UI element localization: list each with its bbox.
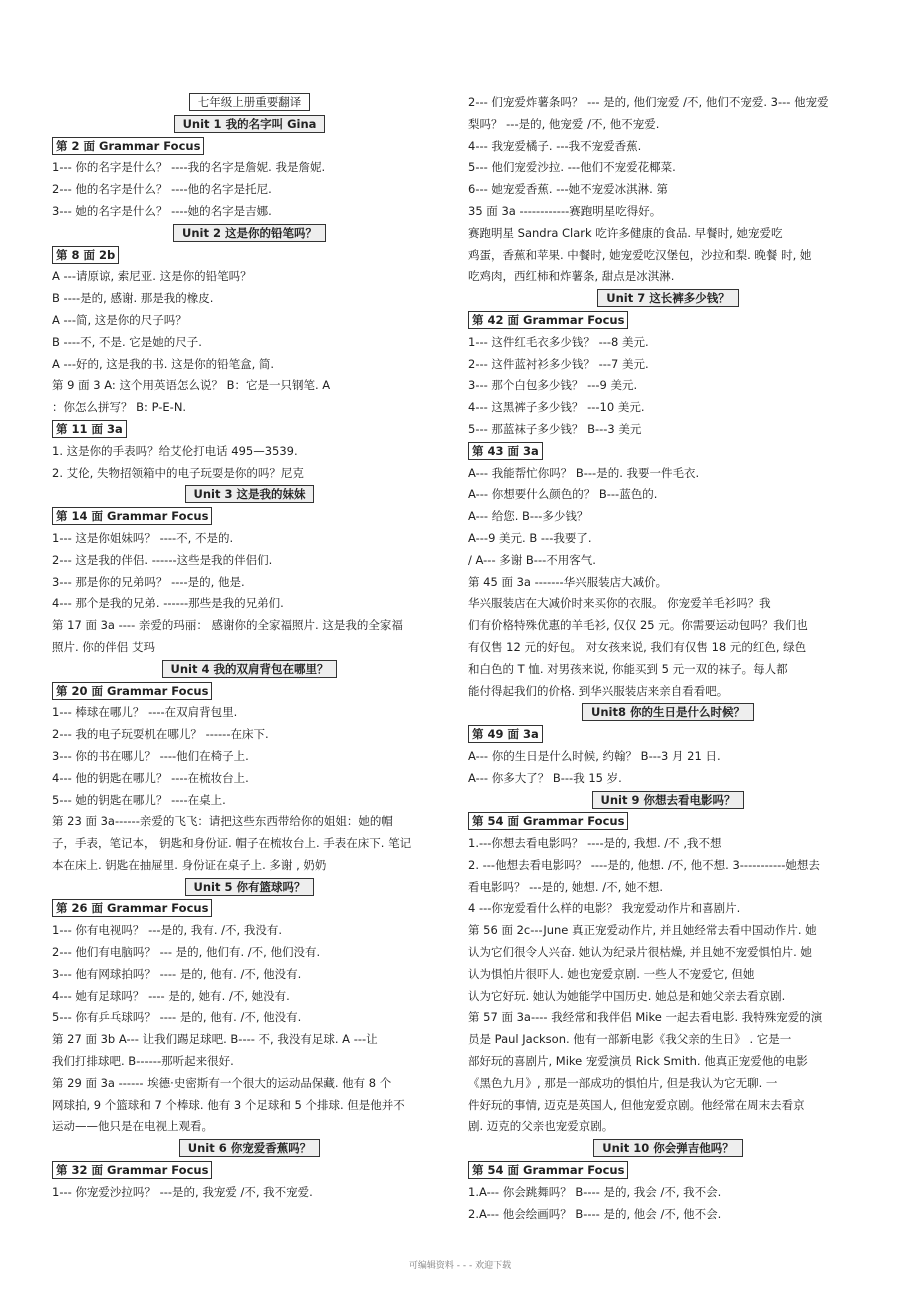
text-line <box>52 811 447 833</box>
section-label: 第 2 面 Grammar Focus <box>52 137 204 155</box>
text-line <box>468 746 868 768</box>
line-text: 子，手表，笔记本， 钥匙和身份证. 帽子在梳妆台上. 手表在床下. 笔记 <box>52 836 412 851</box>
line-text: 和白色的 T 恤. 对男孩来说, 你能买到 5 元一双的袜子。每人都 <box>468 661 788 676</box>
text-line <box>52 179 447 201</box>
line-text: 1. 这是你的手表吗？给艾伦打电话 495—3539. <box>52 443 298 458</box>
text-line <box>52 1116 447 1138</box>
text-line <box>52 1095 447 1117</box>
line-text: 本在床上. 钥匙在抽屉里. 身份证在桌子上. 多谢 , 奶奶 <box>52 857 327 872</box>
line-text: 1.---你想去看电影吗？ ----是的, 我想. /不 ,我不想 <box>468 836 722 851</box>
line-text: 1--- 这是你姐妹吗？ ----不, 不是的. <box>52 530 234 545</box>
line-text: A ---简, 这是你的尺子吗？ <box>52 312 187 327</box>
line-text: 第 9 面 3 A: 这个用英语怎么说？ B：它是一只钢笔. A <box>52 378 331 393</box>
section-heading <box>468 441 868 463</box>
line-text: 2--- 他们有电脑吗？ --- 是的, 他们有. /不, 他们没有. <box>52 945 321 960</box>
text-line <box>52 768 447 790</box>
line-text: 鸡蛋，香蕉和苹果. 中餐时, 她宠爱吃汉堡包，沙拉和梨. 晚餐 时, 她 <box>468 247 812 262</box>
line-text: 2--- 这件蓝衬衫多少钱？ ---7 美元. <box>468 356 649 371</box>
line-text: A--- 给您. B---多少钱？ <box>468 509 589 524</box>
section-label: 第 14 面 Grammar Focus <box>52 507 212 525</box>
section-label: 第 54 面 Grammar Focus <box>468 1161 628 1179</box>
text-line <box>52 266 447 288</box>
text-line <box>52 724 447 746</box>
line-text: 4--- 那个是我的兄弟. ------那些是我的兄弟们. <box>52 596 284 611</box>
document-title <box>52 92 447 114</box>
section-heading <box>468 724 868 746</box>
unit-title: Unit 1 我的名字叫 Gina <box>174 115 326 133</box>
text-line <box>468 1007 868 1029</box>
text-line <box>52 332 447 354</box>
line-text: 件好玩的事情, 迈克是英国人, 但他宠爱京剧。他经常在周末去看京 <box>468 1097 805 1112</box>
text-line <box>52 375 447 397</box>
unit-heading <box>468 288 868 310</box>
text-line <box>468 484 868 506</box>
text-line <box>468 1204 868 1226</box>
section-label: 第 26 面 Grammar Focus <box>52 899 212 917</box>
unit-heading <box>468 702 868 724</box>
text-line <box>52 354 447 376</box>
section-label: 第 49 面 3a <box>468 725 543 743</box>
text-line <box>468 681 868 703</box>
line-text: 4--- 这黑裤子多少钱？ ---10 美元. <box>468 400 645 415</box>
text-line <box>52 441 447 463</box>
line-text: 网球拍, 9 个篮球和 7 个棒球. 他有 3 个足球和 5 个排球. 但是他并不 <box>52 1097 405 1112</box>
line-text: 第 45 面 3a -------华兴服装店大减价。 <box>468 574 668 589</box>
line-text: 剧. 迈克的父亲也宠爱京剧。 <box>468 1119 614 1134</box>
text-line <box>468 572 868 594</box>
text-line <box>52 157 447 179</box>
title-text: 七年级上册重要翻译 <box>189 93 311 111</box>
section-label: 第 32 面 Grammar Focus <box>52 1161 212 1179</box>
text-line <box>52 1029 447 1051</box>
unit-heading <box>52 1138 447 1160</box>
line-text: 3--- 她的名字是什么？ ----她的名字是吉娜. <box>52 203 272 218</box>
line-text: 4 ---你宠爱看什么样的电影？ 我宠爱动作片和喜剧片. <box>468 901 741 916</box>
text-line <box>468 986 868 1008</box>
text-line <box>52 702 447 724</box>
unit-title: Unit8 你的生日是什么时候？ <box>582 703 754 721</box>
line-text: 员是 Paul Jackson. 他有一部新电影《我父亲的生日》 . 它是一 <box>468 1032 792 1047</box>
line-text: 3--- 那个白包多少钱？ ---9 美元. <box>468 378 638 393</box>
text-line <box>468 397 868 419</box>
text-line <box>52 572 447 594</box>
text-line <box>52 1073 447 1095</box>
text-line <box>52 310 447 332</box>
text-line <box>468 92 868 114</box>
text-line <box>468 354 868 376</box>
section-heading <box>468 1160 868 1182</box>
line-text: A---9 美元. B ---我要了. <box>468 530 592 545</box>
line-text: 第 29 面 3a ------ 埃德·史密斯有一个很大的运动品保藏. 他有 8 个 <box>52 1075 392 1090</box>
line-text: A ---请原谅, 索尼亚. 这是你的铅笔吗？ <box>52 269 252 284</box>
section-heading <box>52 681 447 703</box>
text-line <box>468 528 868 550</box>
line-text: 认为它们很令人兴奋. 她认为纪录片很枯燥, 并且她不宠爱惧怕片. 她 <box>468 945 812 960</box>
text-line <box>52 746 447 768</box>
section-heading <box>52 245 447 267</box>
text-line <box>52 920 447 942</box>
text-line <box>468 332 868 354</box>
text-line <box>468 942 868 964</box>
text-line <box>468 877 868 899</box>
text-line <box>468 114 868 136</box>
line-text: ：你怎么拼写？ B: P-E-N. <box>52 400 187 415</box>
section-heading <box>52 1160 447 1182</box>
unit-title: Unit 10 你会弹吉他吗？ <box>593 1139 742 1157</box>
line-text: 5--- 他们宠爱沙拉. ---他们不宠爱花椰菜. <box>468 160 676 175</box>
text-line <box>468 375 868 397</box>
text-line <box>52 1007 447 1029</box>
text-line <box>52 1182 447 1204</box>
section-label: 第 8 面 2b <box>52 246 119 264</box>
line-text: 梨吗？ ---是的, 他宠爱 /不, 他不宠爱. <box>468 116 660 131</box>
text-line <box>52 288 447 310</box>
section-label: 第 20 面 Grammar Focus <box>52 682 212 700</box>
line-text: 们有价格特殊优惠的羊毛衫, 仅仅 25 元。你需要运动包吗？我们也 <box>468 618 808 633</box>
text-line <box>468 266 868 288</box>
section-heading <box>468 310 868 332</box>
text-line <box>468 245 868 267</box>
line-text: 2.A--- 他会绘画吗？ B---- 是的, 他会 /不, 他不会. <box>468 1206 722 1221</box>
line-text: A--- 我能帮忙你吗？ B---是的. 我要一件毛衣. <box>468 465 700 480</box>
text-line <box>468 201 868 223</box>
line-text: 1--- 你有电视吗？ ---是的, 我有. /不, 我没有. <box>52 923 282 938</box>
line-text: 4--- 我宠爱橘子. ---我不宠爱香蕉. <box>468 138 642 153</box>
text-line <box>52 942 447 964</box>
text-line <box>468 419 868 441</box>
line-text: 第 23 面 3a------亲爱的飞飞：请把这些东西带给你的姐姐：她的帽 <box>52 814 393 829</box>
line-text: 3--- 你的书在哪儿？ ----他们在椅子上. <box>52 748 249 763</box>
line-text: 吃鸡肉，西红柿和炸薯条, 甜点是冰淇淋. <box>468 269 675 284</box>
line-text: A--- 你的生日是什么时候, 约翰？ B---3 月 21 日. <box>468 748 721 763</box>
unit-title: Unit 9 你想去看电影吗？ <box>592 791 745 809</box>
line-text: 第 56 面 2c---June 真正宠爱动作片, 并且她经常去看中国动作片. 她 <box>468 923 817 938</box>
text-line <box>52 986 447 1008</box>
text-line <box>52 790 447 812</box>
line-text: 部好玩的喜剧片, Mike 宠爱演员 Rick Smith. 他真正宠爱他的电影 <box>468 1054 808 1069</box>
line-text: 第 57 面 3a---- 我经常和我伴侣 Mike 一起去看电影. 我特殊宠爱的演 <box>468 1010 823 1025</box>
unit-heading <box>468 790 868 812</box>
text-line <box>52 964 447 986</box>
text-line <box>52 855 447 877</box>
text-line <box>468 506 868 528</box>
text-line <box>468 1073 868 1095</box>
line-text: 4--- 他的钥匙在哪儿？ ----在梳妆台上. <box>52 770 249 785</box>
line-text: 2--- 们宠爱炸薯条吗？ --- 是的, 他们宠爱 /不, 他们不宠爱. 3--- 他宠爱 <box>468 95 829 109</box>
section-label: 第 54 面 Grammar Focus <box>468 812 628 830</box>
text-line <box>52 550 447 572</box>
line-text: 6--- 她宠爱香蕉. ---她不宠爱冰淇淋. 第 <box>468 182 668 197</box>
text-line <box>468 898 868 920</box>
text-line <box>468 964 868 986</box>
text-line <box>52 615 447 637</box>
unit-heading <box>52 114 447 136</box>
line-text: 《黑色九月》, 那是一部成功的惧怕片, 但是我认为它无聊. 一 <box>468 1075 778 1090</box>
text-line <box>468 855 868 877</box>
text-line <box>468 223 868 245</box>
unit-title: Unit 3 这是我的妹妹 <box>185 485 315 503</box>
section-heading <box>468 811 868 833</box>
line-text: 1.A--- 你会跳舞吗？ B---- 是的, 我会 /不, 我不会. <box>468 1184 722 1199</box>
line-text: 第 27 面 3b A--- 让我们踢足球吧. B---- 不, 我没有足球. A ---让 <box>52 1032 378 1047</box>
unit-heading <box>52 484 447 506</box>
section-label: 第 42 面 Grammar Focus <box>468 311 628 329</box>
unit-title: Unit 7 这长裤多少钱？ <box>597 289 738 307</box>
line-text: 2--- 我的电子玩耍机在哪儿？ ------在床下. <box>52 727 269 742</box>
text-line <box>52 201 447 223</box>
text-line <box>468 1095 868 1117</box>
line-text: 3--- 他有网球拍吗？ ---- 是的, 他有. /不, 他没有. <box>52 966 302 981</box>
line-text: 看电影吗？ ---是的, 她想. /不, 她不想. <box>468 879 664 894</box>
line-text: 2. 艾伦, 失物招领箱中的电子玩耍是你的吗？尼克 <box>52 465 304 480</box>
line-text: 1--- 这件红毛衣多少钱？ ---8 美元. <box>468 334 649 349</box>
section-label: 第 11 面 3a <box>52 420 127 438</box>
page-footer: 可编辑资料 - - - 欢迎下载 <box>408 1261 512 1271</box>
text-line <box>52 528 447 550</box>
line-text: 1--- 棒球在哪儿？ ----在双肩背包里. <box>52 705 238 720</box>
section-heading <box>52 136 447 158</box>
text-line <box>468 1051 868 1073</box>
text-line <box>468 136 868 158</box>
line-text: 5--- 那蓝袜子多少钱？ B---3 美元 <box>468 421 642 436</box>
line-text: 2--- 这是我的伴侣. ------这些是我的伴侣们. <box>52 552 273 567</box>
text-line <box>468 550 868 572</box>
text-line <box>468 615 868 637</box>
text-line <box>468 833 868 855</box>
section-heading <box>52 419 447 441</box>
line-text: 照片. 你的伴侣 艾玛 <box>52 639 155 654</box>
unit-heading <box>52 659 447 681</box>
line-text: 华兴服装店在大减价时来买你的衣服。 你宠爱羊毛衫吗？我 <box>468 596 771 611</box>
section-heading <box>52 506 447 528</box>
line-text: 有仅售 12 元的好包。 对女孩来说, 我们有仅售 18 元的红色, 绿色 <box>468 639 807 654</box>
unit-title: Unit 5 你有篮球吗？ <box>185 878 315 896</box>
line-text: B ----不, 不是. 它是她的尺子. <box>52 334 202 349</box>
line-text: 3--- 那是你的兄弟吗？ ----是的, 他是. <box>52 574 245 589</box>
line-text: 2. ---他想去看电影吗？ ----是的, 他想. /不, 他不想. 3-----------她想去 <box>468 857 820 872</box>
text-line <box>468 1182 868 1204</box>
line-text: 2--- 他的名字是什么？ ----他的名字是托尼. <box>52 182 272 197</box>
line-text: 认为它好玩. 她认为她能学中国历史. 她总是和她父亲去看京剧. <box>468 988 786 1003</box>
line-text: 4--- 她有足球吗？ ---- 是的, 她有. /不, 她没有. <box>52 988 290 1003</box>
left-column <box>52 92 447 1204</box>
line-text: 认为惧怕片很吓人. 她也宠爱京剧. 一些人不宠爱它, 但她 <box>468 966 755 981</box>
line-text: 5--- 你有乒乓球吗？ ---- 是的, 他有. /不, 他没有. <box>52 1010 302 1025</box>
unit-title: Unit 6 你宠爱香蕉吗？ <box>179 1139 320 1157</box>
text-line <box>468 179 868 201</box>
text-line <box>468 920 868 942</box>
line-text: 1--- 你宠爱沙拉吗？ ---是的, 我宠爱 /不, 我不宠爱. <box>52 1184 313 1199</box>
unit-heading <box>52 223 447 245</box>
text-line <box>468 1116 868 1138</box>
line-text: / A--- 多谢 B---不用客气. <box>468 552 596 567</box>
text-line <box>52 397 447 419</box>
line-text: A--- 你想要什么颜色的？ B---蓝色的. <box>468 487 658 502</box>
line-text: 能付得起我们的价格. 到华兴服装店来亲自看看吧。 <box>468 683 729 698</box>
text-line <box>468 463 868 485</box>
line-text: 我们打排球吧. B------那听起来很好. <box>52 1054 234 1069</box>
text-line <box>52 463 447 485</box>
unit-title: Unit 2 这是你的铅笔吗？ <box>173 224 326 242</box>
line-text: 35 面 3a ------------赛跑明星吃得好。 <box>468 203 662 218</box>
text-line <box>468 659 868 681</box>
line-text: A--- 你多大了？ B---我 15 岁. <box>468 770 622 785</box>
line-text: 赛跑明星 Sandra Clark 吃许多健康的食品. 早餐时, 她宠爱吃 <box>468 225 783 240</box>
line-text: 第 17 面 3a ---- 亲爱的玛丽： 感谢你的全家福照片. 这是我的全家福 <box>52 618 403 633</box>
unit-title: Unit 4 我的双肩背包在哪里？ <box>162 660 338 678</box>
text-line <box>468 768 868 790</box>
text-line <box>52 1051 447 1073</box>
line-text: 1--- 你的名字是什么？ ----我的名字是詹妮. 我是詹妮. <box>52 160 326 175</box>
text-line <box>468 1029 868 1051</box>
text-line <box>52 593 447 615</box>
line-text: B ----是的, 感谢. 那是我的橡皮. <box>52 291 214 306</box>
section-label: 第 43 面 3a <box>468 442 543 460</box>
line-text: 5--- 她的钥匙在哪儿？ ----在桌上. <box>52 792 226 807</box>
unit-heading <box>52 877 447 899</box>
line-text: 运动——他只是在电视上观看。 <box>52 1119 213 1134</box>
text-line <box>468 593 868 615</box>
text-line <box>468 157 868 179</box>
text-line <box>52 637 447 659</box>
text-line <box>468 637 868 659</box>
section-heading <box>52 898 447 920</box>
text-line <box>52 833 447 855</box>
line-text: A ---好的, 这是我的书. 这是你的铅笔盒, 简. <box>52 356 275 371</box>
unit-heading <box>468 1138 868 1160</box>
right-column <box>468 92 868 1225</box>
